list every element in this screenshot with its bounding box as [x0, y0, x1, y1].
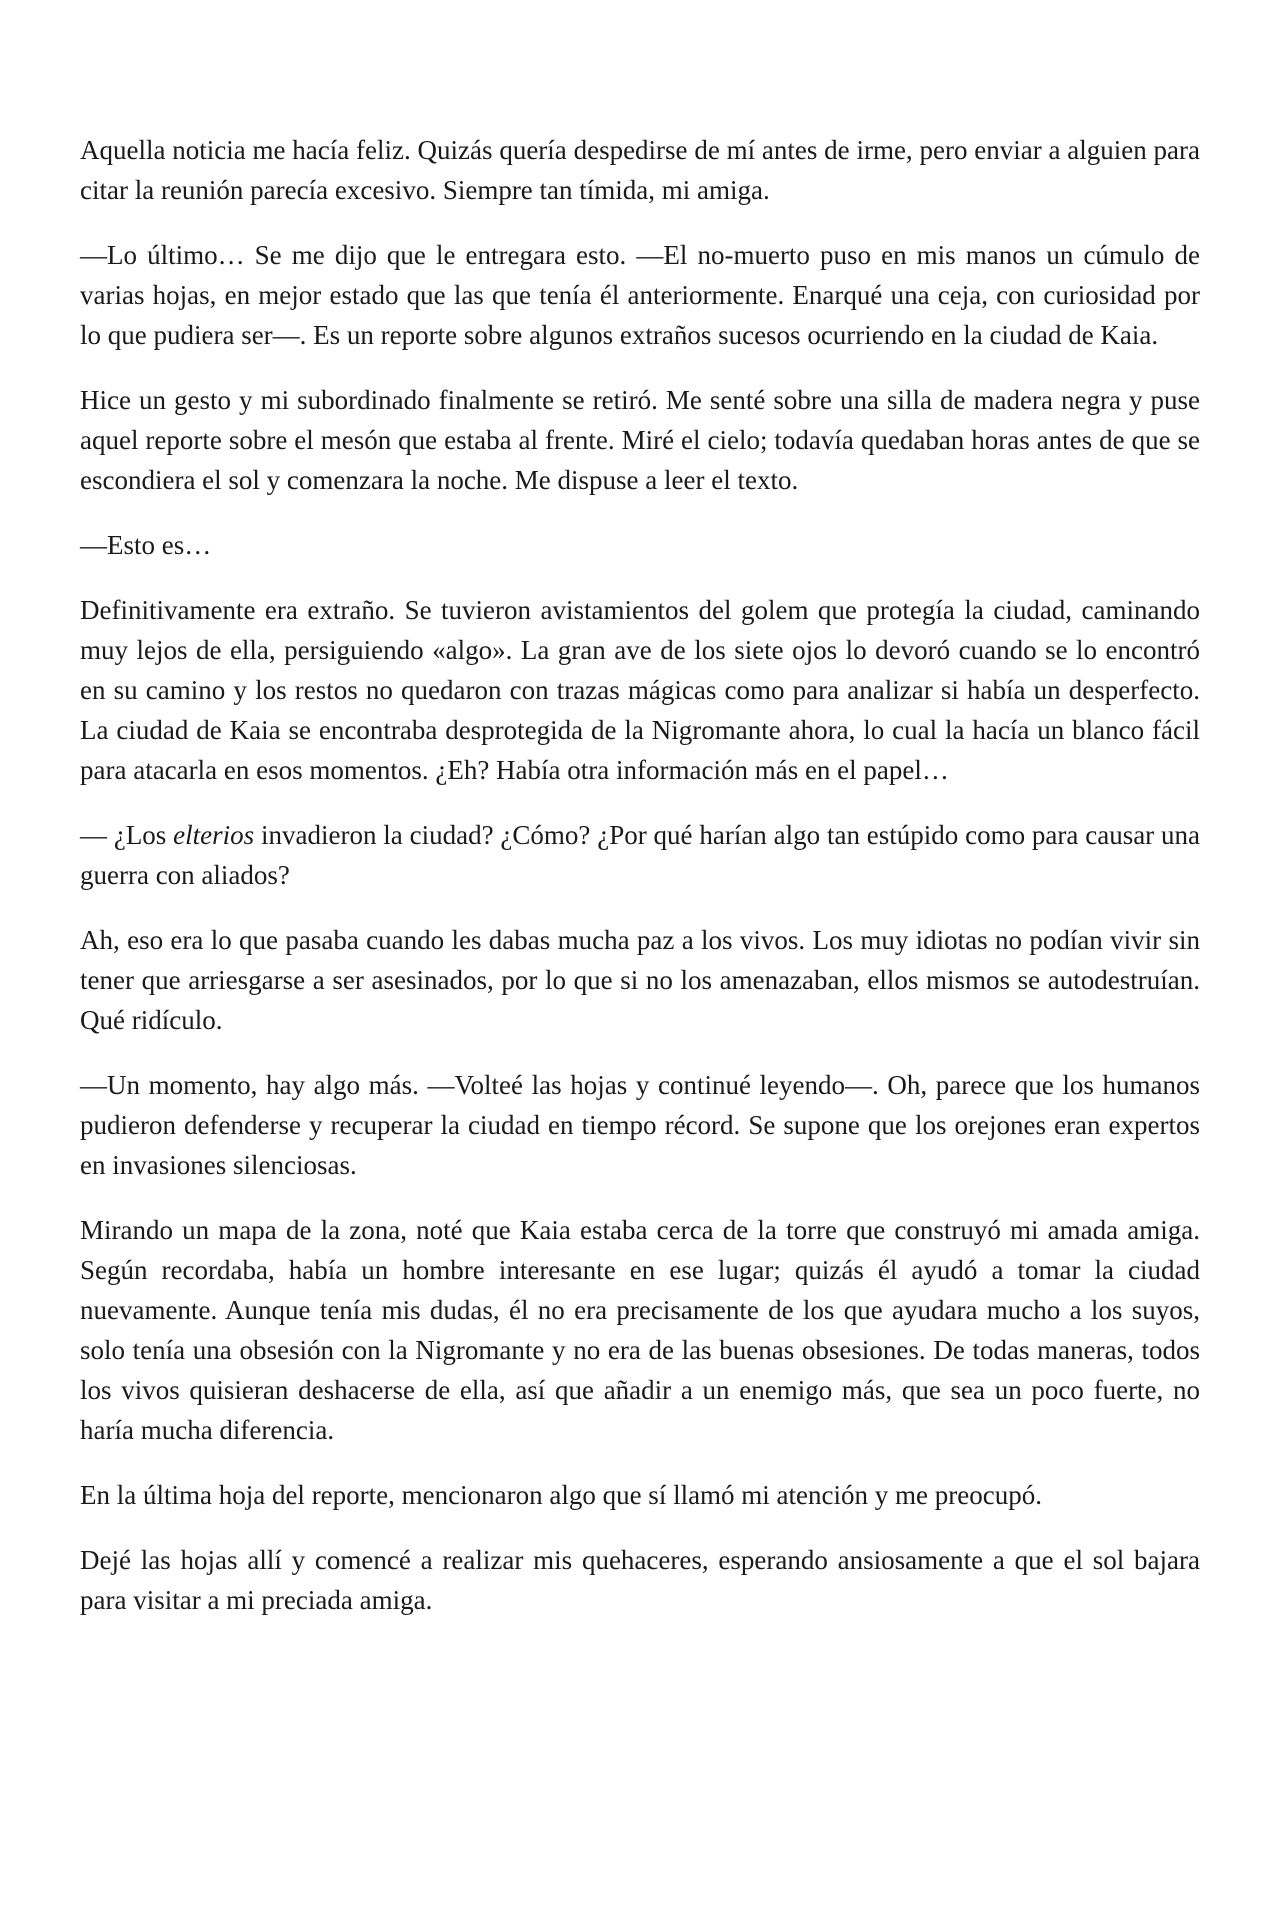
paragraph-5: Definitivamente era extraño. Se tuvieron avistamientos del golem que protegía la ciudad, caminando muy lejos de ella, persiguiendo «algo». La gran ave de los siete ojos lo devoró cuando se lo encontró en su camino y los restos no quedaron con trazas mágicas como para analizar si había un desperfecto. La ciudad de Kaia se encontraba desprotegida de la Nigromante ahora, lo cual la hacía un blanco fácil para atacarla en esos momentos. ¿Eh? Había otra información más en el papel… — [80, 595, 1200, 785]
paragraph-3: Hice un gesto y mi subordinado finalmente se retiró. Me senté sobre una silla de madera negra y puse aquel reporte sobre el mesón que estaba al frente. Miré el cielo; todavía quedaban horas antes de que se escondiera el sol y comenzara la noche. Me dispuse a leer el texto. — [80, 385, 1200, 495]
paragraph-1: Aquella noticia me hacía feliz. Quizás quería despedirse de mí antes de irme, pero enviar a alguien para citar la reunión parecía excesivo. Siempre tan tímida, mi amiga. — [80, 135, 1200, 205]
paragraph-7: Ah, eso era lo que pasaba cuando les dabas mucha paz a los vivos. Los muy idiotas no podían vivir sin tener que arriesgarse a ser asesinados, por lo que si no los amenazaban, ellos mismos se autodestruían. Qué ridículo. — [80, 925, 1200, 1035]
document-page — [80, 130, 1200, 1645]
paragraph-4: —Esto es… — [80, 530, 212, 560]
paragraph-2: —Lo último… Se me dijo que le entregara esto. —El no-muerto puso en mis manos un cúmulo de varias hojas, en mejor estado que las que tenía él anteriormente. Enarqué una ceja, con curiosidad por lo que pudiera ser—. Es un reporte sobre algunos extraños sucesos ocurriendo en la ciudad de Kaia. — [80, 240, 1200, 350]
paragraph-6-end: invadieron la ciudad? ¿Cómo? ¿Por qué harían algo tan estúpido como para causar una guerra con aliados? — [80, 820, 1200, 890]
paragraph-9: Mirando un mapa de la zona, noté que Kaia estaba cerca de la torre que construyó mi amada amiga. Según recordaba, había un hombre interesante en ese lugar; quizás él ayudó a tomar la ciudad nuevamente. Aunque tenía mis dudas, él no era precisamente de los que ayudara mucho a los suyos, solo tenía una obsesión con la Nigromante y no era de las buenas obsesiones. De todas maneras, todos los vivos quisieran deshacerse de ella, así que añadir a un enemigo más, que sea un poco fuerte, no haría mucha diferencia. — [80, 1215, 1200, 1445]
italic-word: elterios — [173, 820, 255, 850]
paragraph-6-start: — ¿Los — [80, 820, 174, 850]
paragraph-10: En la última hoja del reporte, mencionaron algo que sí llamó mi atención y me preocupó. — [80, 1480, 1042, 1510]
paragraph-11: Dejé las hojas allí y comencé a realizar mis quehaceres, esperando ansiosamente a que el sol bajara para visitar a mi preciada amiga. — [80, 1545, 1200, 1615]
paragraph-6 — [80, 815, 1200, 895]
paragraph-8: —Un momento, hay algo más. —Volteé las hojas y continué leyendo—. Oh, parece que los humanos pudieron defenderse y recuperar la ciudad en tiempo récord. Se supone que los orejones eran expertos en invasiones silenciosas. — [80, 1070, 1200, 1180]
